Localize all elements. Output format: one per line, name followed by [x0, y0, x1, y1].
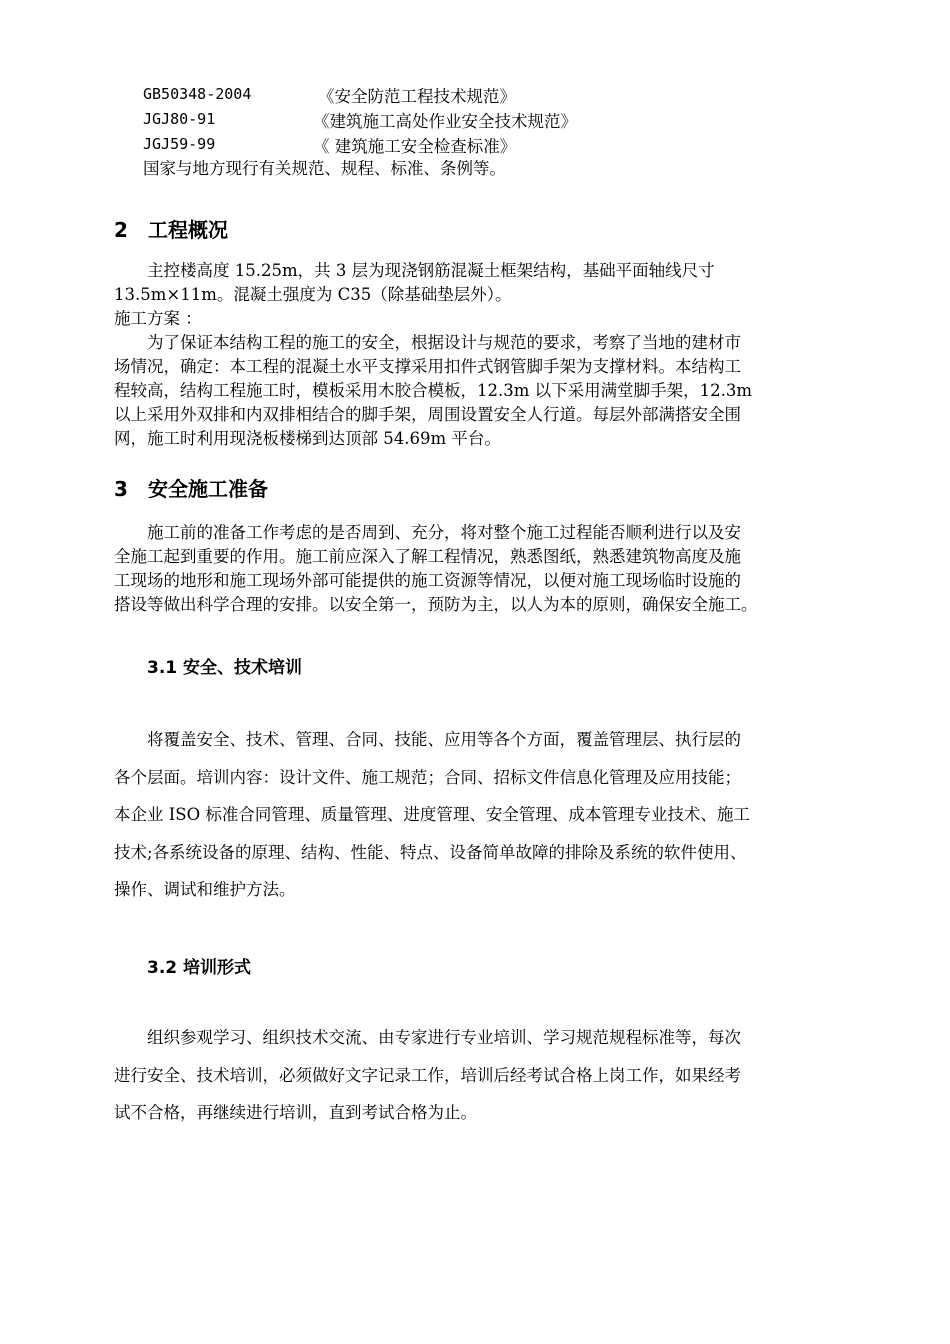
section-heading	[114, 217, 228, 243]
section-number: 3	[114, 477, 128, 501]
paragraph-line: 进行安全、技术培训，必须做好文字记录工作，培训后经考试合格上岗工作，如果经考	[114, 1065, 741, 1085]
standard-name: 《建筑施工高处作业安全技术规范》	[313, 112, 577, 131]
preparation-paragraph	[114, 521, 854, 617]
section-title: 安全施工准备	[148, 477, 268, 501]
paragraph-line: 施工前的准备工作考虑的是否周到、充分，将对整个施工过程能否顺利进行以及安	[114, 523, 741, 542]
section-number: 2	[114, 218, 128, 242]
standard-name: 《安全防范工程技术规范》	[318, 87, 516, 106]
paragraph-line: 13.5m×11m。混凝土强度为 C35（除基础垫层外）。	[114, 285, 512, 304]
paragraph-line: 主控楼高度 15.25m，共 3 层为现浇钢筋混凝土框架结构，基础平面轴线尺寸	[114, 261, 715, 280]
paragraph-line: 以上采用外双排和内双排相结合的脚手架，周围设置安全人行道。每层外部满搭安全围	[114, 405, 741, 424]
plan-label: 施工方案 ：	[114, 309, 202, 328]
paragraph-line: 技术;各系统设备的原理、结构、性能、特点、设备简单故障的排除及系统的软件使用、	[114, 842, 747, 862]
paragraph-line: 为了保证本结构工程的施工的安全，根据设计与规范的要求，考察了当地的建材市	[114, 333, 741, 352]
standard-name: 《 建筑施工安全检查标准》	[313, 137, 517, 156]
paragraph-line: 将覆盖安全、技术、管理、合同、技能、应用等各个方面，覆盖管理层、执行层的	[114, 730, 741, 749]
training-content-paragraph	[114, 728, 854, 916]
section-title: 工程概况	[148, 218, 228, 242]
standard-code: GB50348-2004	[143, 85, 252, 103]
paragraph-line: 全施工起到重要的作用。施工前应深入了解工程情况，熟悉图纸，熟悉建筑物高度及施	[114, 547, 741, 566]
paragraph-line: 本企业 ISO 标准合同管理、质量管理、进度管理、安全管理、成本管理专业技术、施工	[114, 805, 750, 824]
subsection-heading: 3.2 培训形式	[147, 958, 252, 978]
standards-note: 国家与地方现行有关规范、规程、标准、条例等。	[143, 159, 506, 178]
paragraph-line: 程较高，结构工程施工时，模板采用木胶合模板，12.3m 以下采用满堂脚手架，12.3m	[114, 381, 753, 400]
paragraph-line: 搭设等做出科学合理的安排。以安全第一，预防为主，以人为本的原则，确保安全施工。	[114, 595, 758, 614]
paragraph-line: 各个层面。培训内容：设计文件、施工规范；合同、招标文件信息化管理及应用技能；	[114, 767, 741, 787]
paragraph-line: 试不合格，再继续进行培训，直到考试合格为止。	[114, 1103, 477, 1122]
subsection-heading: 3.1 安全、技术培训	[147, 658, 303, 678]
training-form-paragraph	[114, 1026, 854, 1139]
section-heading	[114, 476, 268, 502]
overview-paragraph	[114, 259, 854, 451]
standard-code: JGJ59-99	[143, 135, 216, 153]
paragraph-line: 组织参观学习、组织技术交流、由专家进行专业培训、学习规范规程标准等，每次	[114, 1028, 741, 1047]
paragraph-line: 操作、调试和维护方法。	[114, 880, 296, 899]
standard-code: JGJ80-91	[143, 110, 216, 128]
paragraph-line: 网，施工时利用现浇板楼梯到达顶部 54.69m 平台。	[114, 429, 501, 448]
paragraph-line: 场情况，确定：本工程的混凝土水平支撑采用扣件式钢管脚手架为支撑材料。本结构工	[114, 357, 741, 376]
paragraph-line: 工现场的地形和施工现场外部可能提供的施工资源等情况，以便对施工现场临时设施的	[114, 571, 741, 590]
